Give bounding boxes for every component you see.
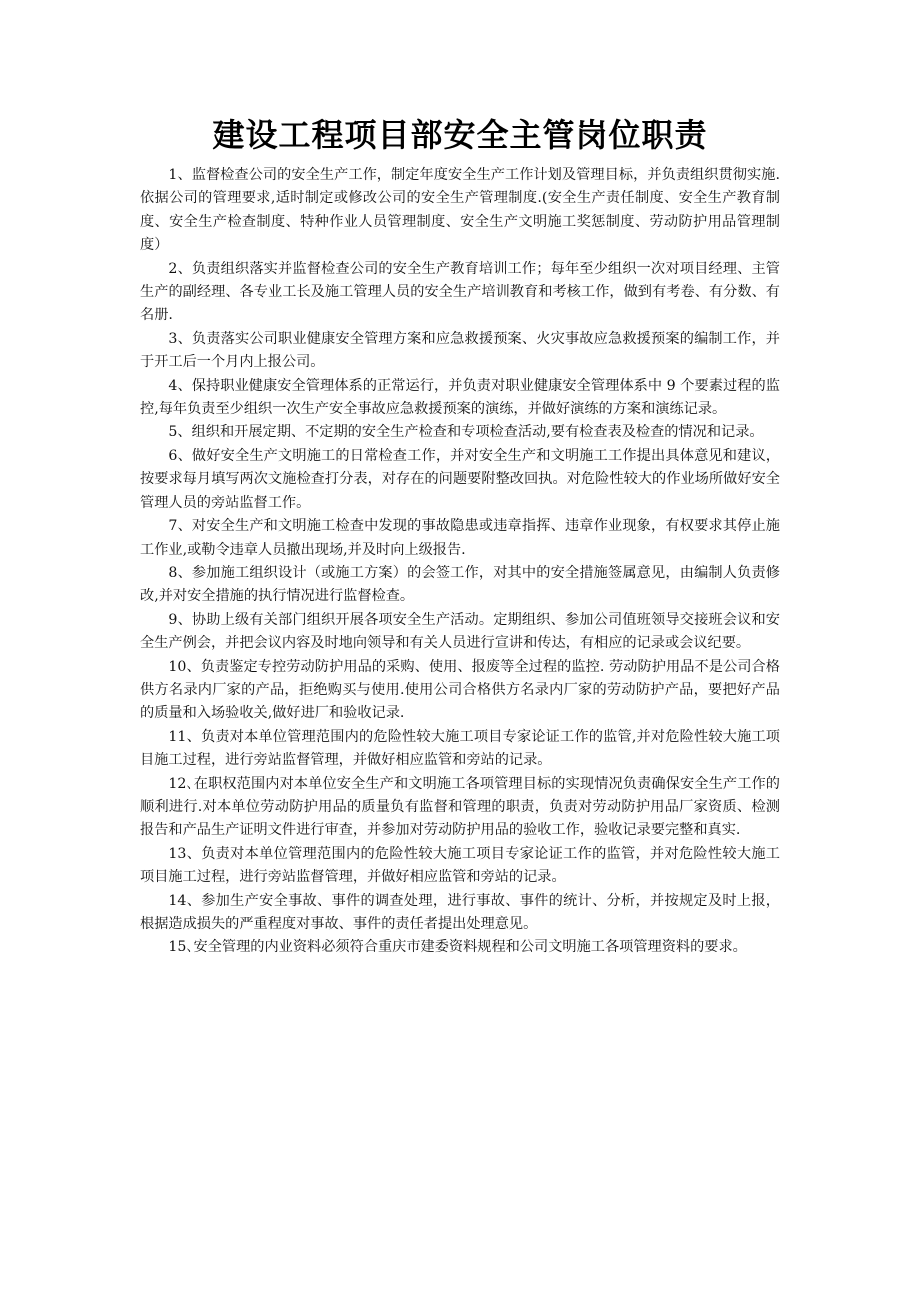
paragraph-4: 4、保持职业健康安全管理体系的正常运行，并负责对职业健康安全管理体系中 9 个要素过程的监控,每年负责至少组织一次生产安全事故应急救援预案的演练，并做好演练的方案和演练记录。 [140,377,780,418]
paragraph-3: 3、负责落实公司职业健康安全管理方案和应急救援预案、火灾事故应急救援预案的编制工作，并于开工后一个月内上报公司。 [140,330,780,371]
paragraph-2: 2、负责组织落实并监督检查公司的安全生产教育培训工作；每年至少组织一次对项目经理、主管生产的副经理、各专业工长及施工管理人员的安全生产培训教育和考核工作，做到有考卷、有分数、有名册. [140,260,780,324]
paragraph-10: 10、负责鉴定专控劳动防护用品的采购、使用、报废等全过程的监控. 劳动防护用品不是公司合格供方名录内厂家的产品，拒绝购买与使用.使用公司合格供方名录内厂家的劳动防护产品，要把好产品的质量和入场验收关,做好进厂和验收记录. [140,658,780,722]
paragraph-5: 5、组织和开展定期、不定期的安全生产检查和专项检查活动,要有检查表及检查的情况和记录。 [168,424,764,441]
paragraph-1: 1、监督检查公司的安全生产工作，制定年度安全生产工作计划及管理目标，并负责组织贯彻实施.依据公司的管理要求,适时制定或修改公司的安全生产管理制度.(安全生产责任制度、安全生产教育制度、安全生产检查制度、特种作业人员管理制度、安全生产文明施工奖惩制度、劳动防护用品管理制度） [140,167,780,254]
paragraph-6: 6、做好安全生产文明施工的日常检查工作，并对安全生产和文明施工工作提出具体意见和建议，按要求每月填写两次文施检查打分表，对存在的问题要附整改回执。对危险性较大的作业场所做好安全管理人员的旁站监督工作。 [140,447,780,511]
paragraph-15: 15､安全管理的内业资料必须符合重庆市建委资料规程和公司文明施工各项管理资料的要求。 [168,939,747,956]
document-page [140,112,780,960]
paragraph-11: 11、负责对本单位管理范围内的危险性较大施工项目专家论证工作的监管,并对危险性较大施工项目施工过程，进行旁站监督管理，并做好相应监管和旁站的记录。 [140,728,780,769]
paragraph-13: 13、负责对本单位管理范围内的危险性较大施工项目专家论证工作的监管，并对危险性较大施工项目施工过程，进行旁站监督管理，并做好相应监管和旁站的记录。 [140,845,780,886]
paragraph-8: 8、参加施工组织设计（或施工方案）的会签工作，对其中的安全措施签属意见，由编制人负责修改,并对安全措施的执行情况进行监督检查。 [140,564,780,605]
document-body [140,164,780,960]
paragraph-14: 14、参加生产安全事故、事件的调查处理，进行事故、事件的统计、分析，并按规定及时上报，根据造成损失的严重程度对事故、事件的责任者提出处理意见。 [140,892,780,932]
paragraph-7: 7、对安全生产和文明施工检查中发现的事故隐患或违章指挥、违章作业现象，有权要求其停止施工作业,或勒令违章人员撤出现场,并及时向上级报告. [140,518,780,558]
paragraph-12: 12､在职权范围内对本单位安全生产和文明施工各项管理目标的实现情况负责确保安全生产工作的顺利进行.对本单位劳动防护用品的质量负有监督和管理的职责，负责对劳动防护用品厂家资质、检测报告和产品生产证明文件进行审查，并参加对劳动防护用品的验收工作，验收记录要完整和真实. [140,775,780,839]
document-title: 建设工程项目部安全主管岗位职责 [212,116,708,154]
paragraph-9: 9、协助上级有关部门组织开展各项安全生产活动。定期组织、参加公司值班领导交接班会议和安全生产例会，并把会议内容及时地向领导和有关人员进行宣讲和传达，有相应的记录或会议纪要。 [140,611,780,652]
